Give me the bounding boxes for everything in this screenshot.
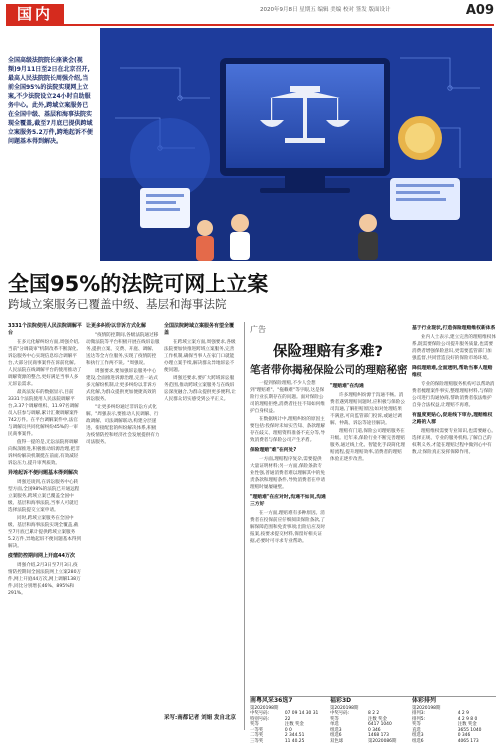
table-row: [330, 739, 406, 745]
ad-paragraph: 在数据统计中,理赔纠纷的原因主要包括:投保时未如实告知、条款理解存在歧义、理赔资料准备不充分等,导致消费者与保险公司产生矛盾。: [250, 417, 326, 443]
article-paragraph: 在多元化解纠纷方面,周强介绍,当前"分调裁审"机制改革不断深化,诉讼服务中心实现信息综合调解平台,大部分民商事案件在诉前化解。人民法院在线调解平台的使用推动了调解资源的整合,更好满足当事人多元诉讼需求。: [8, 340, 82, 387]
lottery-title: 南粤风采36选7: [250, 697, 293, 704]
table-row: [412, 739, 496, 745]
byline: 采写:南都记者 刘娟 发自北京: [164, 715, 237, 721]
ad-paragraph: 专业的保险理赔服务机构可以帮助消费者梳理案件事实,整理理赔材料,与保险公司进行沟通协商,帮助消费者依法维护自身合法权益,让理赔不再难。: [412, 382, 495, 408]
table-cell: 单选: [330, 722, 339, 728]
ad-paragraph: 一方面,理赔程序复杂,需要提供大量证明材料;另一方面,保险条款专业性强,普通消费者难以理解其中的免责条款和理赔条件,导致消费者在申请理赔时屡屡碰壁。: [250, 457, 325, 490]
header-rule: [6, 24, 494, 26]
table-cell: 3655 1040: [457, 727, 482, 733]
lead-paragraph: 全国高级法院院长座谈会(视频)9月11日至2日在北京召开,最高人民法院院长周强介绍,当前全国95%的法院实现网上立案,不少法院设立24小时自助服务中心。此外,跨域立案服务已在全国中级、基层和海事法院实现全覆盖,截至7月底已提供跨域立案服务5.2万件,跨地起诉不便问题基本得到解决。: [8, 57, 93, 145]
column-divider: [244, 322, 245, 730]
table-cell: 2 344.51: [284, 733, 305, 739]
article-column-3: [164, 320, 238, 710]
subheadline: 跨域立案服务已覆盖中级、基层和海事法院: [8, 297, 227, 311]
article-column-2: [86, 320, 160, 730]
ad-column-2: [330, 380, 406, 700]
table-cell: 11 40.25: [284, 739, 305, 745]
table-cell: 组选3: [330, 727, 342, 733]
table-cell: 二等奖: [250, 733, 264, 739]
table-cell: 特别号码:: [250, 716, 270, 722]
lottery-table: [412, 706, 496, 745]
table-cell: 组选6: [412, 739, 424, 745]
article-column-1: [8, 320, 82, 730]
lottery-title: 福彩3D: [330, 697, 352, 704]
article-paragraph: 周强还要求,要扩大跨域诉讼服务范围,推动跨域立案服务与在线诉讼深度融合,为群众提供更多便利,让人民群众切实感受到公平正义。: [164, 376, 236, 402]
article-paragraph: 在跨域立案方面,周强要求,各级法院要加快推进跨域立案服务,完善工作机制,确保当事人在家门口就能办理立案手续,解决群众异地诉讼不便问题。: [164, 340, 236, 373]
table-cell: 0 346: [457, 733, 471, 739]
article-paragraph: 同时,跨域立案服务在全国中级、基层和海事法院实现全覆盖,截至7月底已累计提供跨域立案服务5.2万件,异地起诉不便问题基本得到解决。: [8, 516, 82, 549]
article-paragraph: 值得一提的是,无讼法院将调解向纵深推进,积极推动诉源治理,把非诉纠纷解决机制挺在前面,有效减轻诉讼压力,提升审判质效。: [8, 440, 80, 466]
ad-subtitle: 笔者带你揭秘保险公司的理赔秘密: [250, 364, 408, 376]
section-heading: 疫情防控期间网上开庭44万次: [8, 553, 75, 559]
table-cell: 第2020198期: [412, 705, 441, 711]
table-cell: 6417 1040: [368, 722, 392, 728]
table-cell: 4065 173: [457, 739, 479, 745]
table-cell: 22: [284, 716, 291, 722]
lottery-title: 体彩排列: [412, 697, 437, 704]
photo-illustration: [100, 28, 492, 261]
lottery-box-2: [330, 698, 406, 745]
table-cell: 双色球: [330, 739, 344, 745]
ad-heading: 降低理赔难,全面透明,帮助当事人理赔维权: [412, 366, 493, 378]
article-paragraph: "让更多纠纷通过非诉讼方式化解。"周强表示,要推动人民调解、行政调解、司法调解联动,构建分层递进、衔接配套的纠纷解决体系,积极为疫情防控和经济社会发展提供有力司法服务。: [86, 405, 160, 445]
ad-heading: "理赔难"在沟通: [330, 384, 364, 389]
headline: 全国95%的法院可网上立案: [8, 272, 269, 296]
ad-heading: "理赔难"在应对时,沟通不如问,沟通三方好: [250, 495, 326, 507]
table-cell: 8 2 2: [368, 711, 380, 717]
table-row: [250, 739, 326, 745]
page-number: A09: [465, 3, 494, 18]
section-heading: 3331个法院使用人民法院调解平台: [8, 323, 82, 336]
table-cell: 07 09 14 30 31: [284, 711, 319, 717]
table-cell: 第2020198期: [250, 705, 279, 711]
ad-column-1: [250, 380, 326, 700]
table-cell: 注数 奖金: [368, 716, 387, 722]
table-cell: 注数 奖金: [457, 722, 477, 728]
section-heading: 全国法院跨域立案服务有望全覆盖: [164, 323, 235, 336]
table-cell: 直选: [412, 727, 421, 733]
table-cell: 第2020086期: [368, 739, 397, 745]
table-cell: 奖等: [330, 716, 339, 722]
ad-paragraph: 理赔维权需要专业知识,也需要耐心。选择正规、专业的服务机构,了解自己的权利义务,才能在理赔过程中做到心中有数,让保险真正发挥保障作用。: [412, 429, 496, 455]
table-cell: 4 2 9 8 0: [457, 716, 478, 722]
lottery-table: [330, 706, 406, 745]
ad-label: 广告: [250, 325, 266, 334]
table-cell: 注数 奖金: [284, 722, 304, 728]
ad-heading: 基于行业现状,打造保险理赔维权新体系: [412, 326, 496, 331]
table-cell: 4 2 9: [457, 711, 469, 717]
table-cell: 组选3: [412, 733, 424, 739]
table-cell: 0 346: [368, 727, 381, 733]
article-paragraph: 最高法发布的数据显示,目前3331个法院使用人民法院调解平台,3.37个调解组织、11.97名调解员入驻参与调解,累计汇聚调解案件742万件。在平台调解案件中,法官与调解员共同化解纠纷45%的一审民商事案件。: [8, 390, 79, 437]
table-cell: 中奖号码:: [250, 711, 270, 717]
article-paragraph: "疫情防控期间,各级法院通过移动微法院等平台积极开展在线诉讼服务,提供立案、交费、开庭、调解、送达等全方位服务,实现了疫情防控和执行工作两不误。"周强说。: [86, 333, 160, 366]
table-row: [250, 711, 326, 717]
ad-paragraph: 理赔有门道,保险公司理赔服务在升级。近年来,保险行业不断完善理赔服务,通过线上化、智能化手段简化理赔流程,提升理赔效率,消费者的理赔体验正逐步改善。: [330, 429, 405, 462]
table-cell: 排列5:: [412, 716, 426, 722]
ad-title: 保险理赔有多难?: [273, 344, 383, 360]
article-paragraph: 周强介绍,2月3日至7月3日,疫情防控期间全国法院网上立案280万件,网上开庭44万次,网上调解138万件,同比分别增长46%、895%和291%。: [8, 563, 82, 596]
table-cell: 一等奖: [250, 727, 264, 733]
news-photo: [100, 28, 492, 261]
ad-paragraph: 业内人士表示,建立完善的理赔维权体系,既需要保险公司提升服务质量,也需要消费者增强保险意识,更需要监管部门加强监督,共同营造良好的保险市场环境。: [412, 335, 496, 361]
lottery-table: [250, 706, 326, 745]
masthead: 2020年9月8日 星期五 编辑 美编 校对 签发 版面设计: [260, 7, 391, 13]
table-cell: 中奖号码:: [330, 711, 350, 717]
table-cell: 第2020198期: [330, 705, 359, 711]
section-heading: 让更多纠纷以非诉方式化解: [86, 323, 147, 329]
table-cell: 奖等: [250, 722, 259, 728]
table-cell: 三等奖: [250, 739, 264, 745]
lottery-box-3: [412, 698, 496, 745]
ad-heading: 有温度更贴心,促进线下审办,理赔维权之路的人群: [412, 413, 493, 425]
ad-heading: 保险理赔"难"在何处?: [250, 448, 297, 453]
table-cell: 1468 173: [368, 733, 389, 739]
page-header: [0, 0, 500, 26]
ad-paragraph: 许多理赔纠纷源于沟通不畅。消费者遇到理赔问题时,应积极与保险公司沟通,了解拒赔原因;如对处理结果不满意,可向监管部门投诉,或通过调解、仲裁、诉讼等途径解决。: [330, 393, 405, 426]
table-cell: 排列3:: [412, 711, 426, 717]
ad-column-3: [412, 322, 496, 700]
table-cell: 奖等: [412, 722, 421, 728]
table-cell: 组选6: [330, 733, 342, 739]
table-cell: 0 0: [284, 727, 292, 733]
ad-paragraph: 在一方面,理赔难有多种原因。消费者在投保前应仔细阅读保险条款,了解保障范围和免责事项;出险后应及时报案,按要求提交材料,保留好相关证据,必要时可寻求专业帮助。: [250, 511, 326, 544]
lottery-box-1: [250, 698, 326, 745]
section-tab: 国内: [6, 4, 64, 24]
ad-paragraph: 一提到保险理赔,不少人会想到"理赔难"、"拖赖难"等字眼,这是保险行业长期存在的问题。面对保险公司的理赔拒绝,消费者往往不知如何维护自身权益。: [250, 381, 325, 414]
article-paragraph: 周强要求,要加强诉讼服务中心建设,全面推进诉源治理,完善一站式多元解纷机制,让更多纠纷以非诉方式化解,为群众提供更加便捷高效的诉讼服务。: [86, 369, 158, 402]
article-paragraph: 周强还谈到,在诉讼服务中心转型方面,全国98%的法院已开通远程立案服务,跨域立案已覆盖全国中级、基层和海事法院,当事人可就近选择法院提交立案申请。: [8, 480, 80, 513]
section-heading: 异地起诉不便问题基本得到解决: [8, 470, 79, 476]
